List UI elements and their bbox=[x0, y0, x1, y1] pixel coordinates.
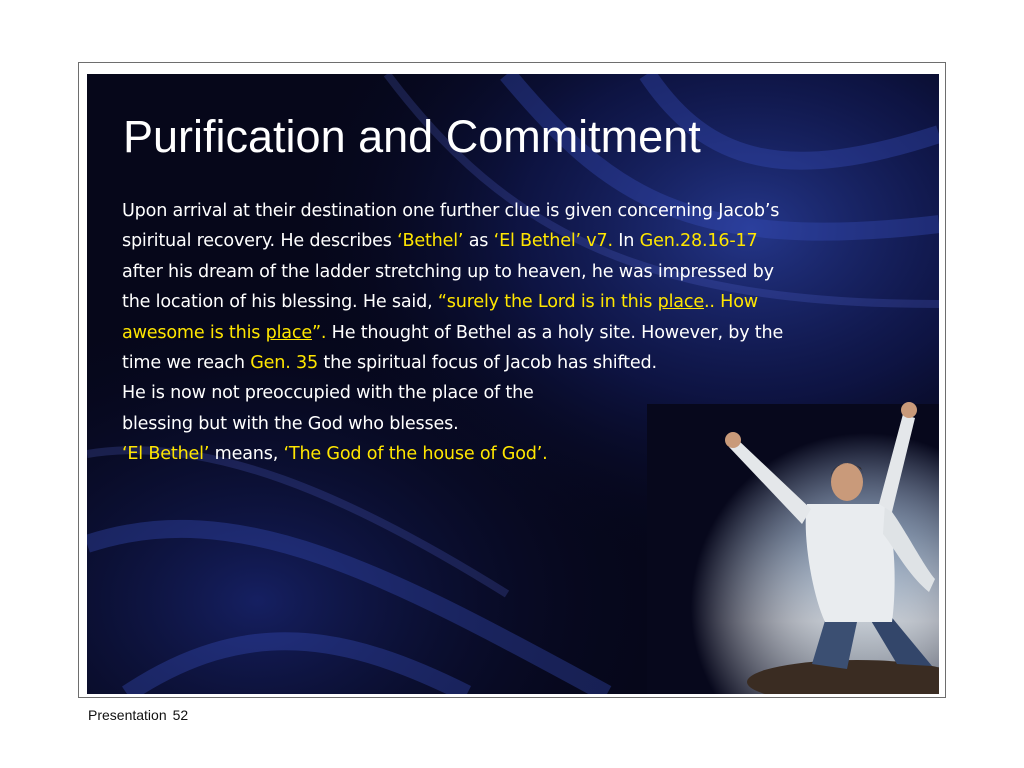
body-line bbox=[122, 196, 922, 226]
highlighted-text: place bbox=[657, 292, 704, 313]
body-line bbox=[122, 318, 922, 348]
highlighted-text: awesome is this bbox=[122, 322, 266, 343]
body-line bbox=[122, 287, 922, 317]
highlighted-text: ‘El Bethel’ v7. bbox=[493, 231, 613, 252]
body-text-segment: means, bbox=[209, 444, 284, 465]
body-text-segment: He thought of Bethel as a holy site. However, by the bbox=[326, 322, 784, 343]
slide-body-text bbox=[122, 196, 922, 470]
slide-title: Purification and Commitment bbox=[123, 111, 701, 162]
highlighted-text: ”. bbox=[311, 322, 327, 343]
body-line bbox=[122, 226, 922, 256]
body-text-segment: He is now not preoccupied with the place of the bbox=[122, 383, 534, 404]
body-text-segment: blessing but with the God who blesses. bbox=[122, 413, 459, 434]
body-text-segment: spiritual recovery. He describes bbox=[122, 231, 398, 252]
highlighted-text: ‘The God of the house of God’. bbox=[283, 444, 548, 465]
body-text-segment: after his dream of the ladder stretching up to heaven, he was impressed by bbox=[122, 261, 774, 282]
highlighted-text: ‘Bethel’ bbox=[397, 231, 464, 252]
slide-footer bbox=[88, 707, 188, 723]
body-text-segment: Upon arrival at their destination one further clue is given concerning Jacob’s bbox=[122, 201, 780, 221]
highlighted-text: Gen.28.16-17 bbox=[639, 231, 758, 252]
body-text-segment: In bbox=[612, 231, 640, 252]
body-line bbox=[122, 409, 922, 439]
body-text-segment: the location of his blessing. He said, bbox=[122, 292, 438, 313]
highlighted-text: Gen. 35 bbox=[250, 353, 318, 374]
body-line bbox=[122, 439, 922, 469]
body-line bbox=[122, 378, 922, 408]
highlighted-text: “surely the Lord is in this bbox=[437, 292, 658, 313]
page-number: 52 bbox=[172, 707, 189, 723]
slide bbox=[87, 74, 939, 694]
body-text-segment: as bbox=[463, 231, 494, 252]
footer-label: Presentation bbox=[88, 707, 167, 723]
body-text-segment: the spiritual focus of Jacob has shifted. bbox=[318, 353, 657, 374]
body-text-segment: time we reach bbox=[122, 353, 251, 374]
highlighted-text: .. How bbox=[703, 292, 758, 313]
body-line bbox=[122, 257, 922, 287]
highlighted-text: ‘El Bethel’ bbox=[122, 444, 210, 465]
highlighted-text: place bbox=[265, 322, 312, 343]
body-line bbox=[122, 348, 922, 378]
